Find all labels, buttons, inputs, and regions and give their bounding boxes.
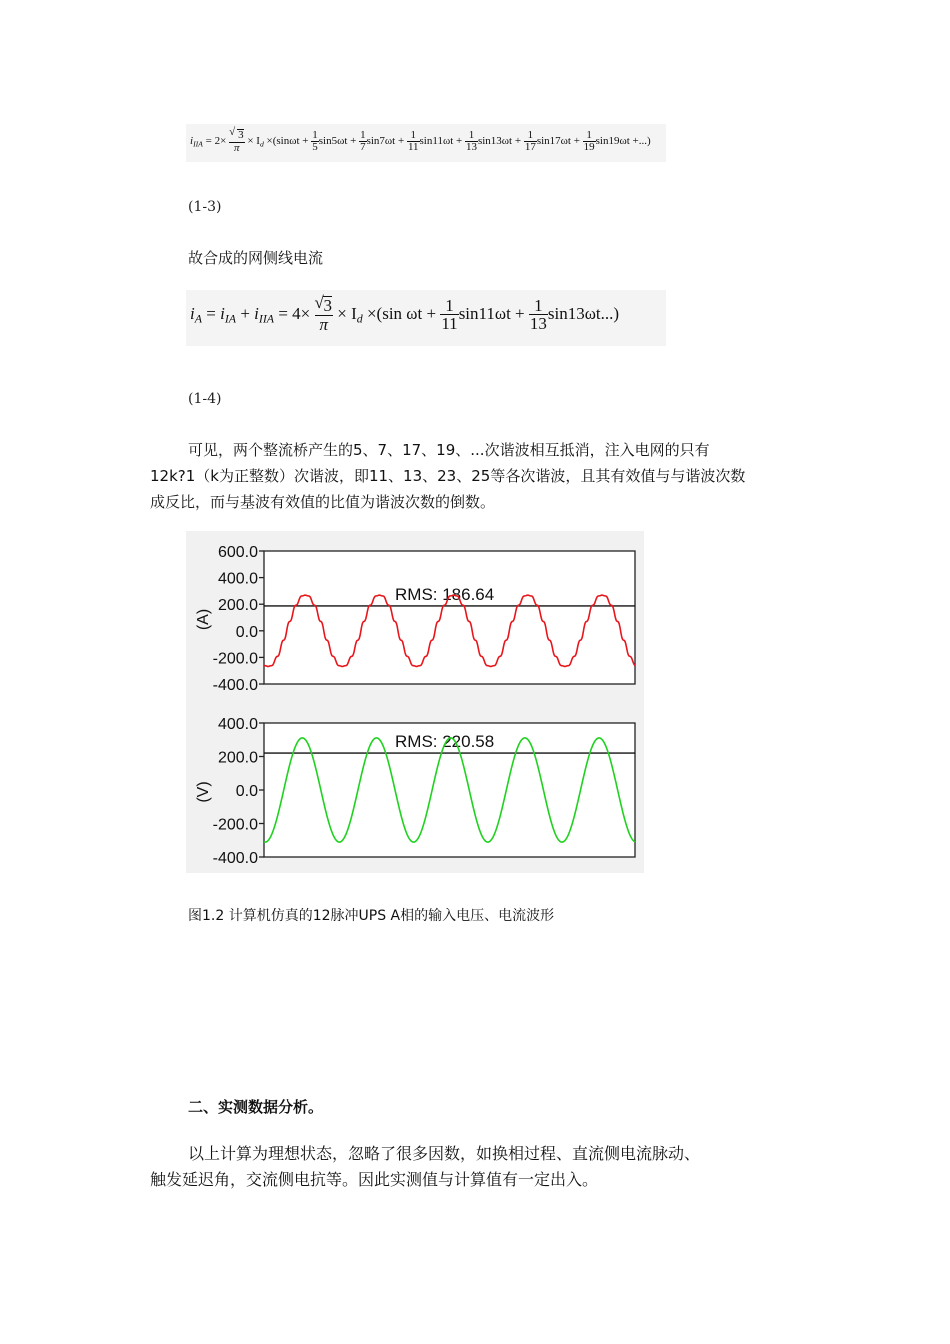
eq1-term-7: sin7ωt +	[366, 135, 405, 148]
rms-label: RMS: 186.64	[395, 584, 495, 604]
equation-2-intro: 故合成的网侧线电流	[188, 249, 324, 267]
eq1-frac-13: $\frac{1}{13}$	[465, 128, 477, 154]
y-tick-label: 0.0	[235, 783, 258, 800]
eq2-series-open: ×(sin ωt +	[366, 303, 437, 323]
figure-caption: 图1.2 计算机仿真的12脉冲UPS A相的输入电压、电流波形	[188, 908, 555, 924]
y-tick-label: 200.0	[217, 597, 258, 615]
equation-1-number: (1-3)	[188, 199, 222, 215]
eq2-term-11: sin11ωt +	[458, 303, 525, 323]
equation-1	[190, 129, 651, 154]
eq1-sqrt3-over-pi	[229, 129, 245, 154]
eq1-lhs-sub: IIA	[193, 139, 203, 149]
eq2-frac-11: $\frac{1}{11}$	[441, 295, 458, 334]
equation-1-image	[186, 124, 666, 162]
eq2-term2-sub: IIA	[258, 311, 275, 326]
y-tick-label: 0.0	[235, 623, 258, 641]
eq1-term-19: sin19ωt +...)	[595, 135, 651, 148]
equation-2-number: (1-4)	[188, 391, 222, 407]
paragraph-2-line-2: 触发延迟角，交流侧电抗等。因此实测值与计算值有一定出入。	[150, 1170, 599, 1189]
eq2-term2: i	[254, 303, 259, 323]
paragraph-measurement	[150, 1141, 820, 1193]
eq2-lhs-sub: A	[194, 311, 202, 326]
waveform-charts-svg	[186, 531, 644, 873]
eq1-frac-17: $\frac{1}{17}$	[524, 128, 536, 154]
y-tick-label: -400.0	[212, 677, 258, 694]
eq2-id: × I	[337, 303, 357, 323]
eq1-coef: = 2×	[205, 135, 227, 148]
eq2-term-13: sin13ωt...)	[547, 303, 620, 323]
eq1-term-13: sin13ωt +	[477, 135, 522, 148]
plot-area	[264, 551, 635, 684]
paragraph-harmonics	[150, 437, 810, 515]
section-heading: 二、实测数据分析。	[188, 1098, 324, 1116]
y-axis-label: (V)	[195, 781, 212, 803]
y-tick-label: -200.0	[212, 650, 258, 668]
eq2-term1-sub: IA	[224, 311, 237, 326]
eq2-frac-13: $\frac{1}{13}$	[529, 295, 547, 334]
eq1-id: × I	[247, 135, 260, 148]
eq2-eq-sign: =	[206, 303, 221, 323]
y-tick-label: 200.0	[217, 749, 258, 767]
eq2-sqrt3-over-pi	[315, 296, 334, 334]
eq2-sqrt-num: √ 3	[323, 296, 333, 315]
rms-label: RMS: 220.58	[395, 732, 495, 752]
eq1-frac-7: $\frac{1}{7}$	[360, 128, 366, 154]
eq1-lhs: i	[190, 135, 194, 148]
eq1-frac-5: $\frac{1}{5}$	[312, 128, 318, 154]
eq1-id-sub: d	[259, 139, 264, 149]
voltage-waveform-chart	[195, 716, 635, 867]
eq1-series-open: ×(sinωt +	[266, 135, 309, 148]
equation-2	[190, 296, 619, 334]
eq1-term-11: sin11ωt +	[419, 135, 463, 148]
eq2-coef: = 4×	[278, 303, 311, 323]
eq1-frac-19: $\frac{1}{19}$	[583, 128, 595, 154]
eq1-sqrt-num: √ 3	[237, 129, 244, 142]
y-tick-label: 400.0	[217, 570, 258, 588]
eq2-plus: +	[240, 303, 255, 323]
eq1-pi: π	[234, 141, 240, 154]
y-tick-label: 600.0	[217, 544, 258, 561]
paragraph-1-line-3: 成反比，而与基波有效值的比值为谐波次数的倒数。	[150, 493, 496, 511]
y-axis-label: (A)	[195, 608, 212, 631]
eq1-frac-11: $\frac{1}{11}$	[407, 128, 419, 154]
y-tick-label: -200.0	[212, 816, 258, 834]
eq2-id-sub: d	[356, 311, 363, 326]
paragraph-2-line-1: 以上计算为理想状态，忽略了很多因数，如换相过程、直流侧电流脉动、	[188, 1144, 701, 1163]
eq2-pi: π	[319, 314, 329, 334]
figure-waveform-charts	[186, 531, 644, 873]
eq1-term-5: sin5ωt +	[318, 135, 357, 148]
eq1-term-17: sin17ωt +	[536, 135, 580, 148]
y-tick-label: 400.0	[217, 716, 258, 733]
equation-2-image	[186, 290, 666, 346]
eq2-term1: i	[220, 303, 225, 323]
paragraph-1-line-1: 可见，两个整流桥产生的5、7、17、19、...次谐波相互抵消，注入电网的只有	[188, 441, 710, 459]
current-waveform-chart	[195, 544, 635, 694]
paragraph-1-line-2: 12k?1（k为正整数）次谐波，即11、13、23、25等各次谐波，且其有效值与与谐波次数	[150, 467, 746, 485]
y-tick-label: -400.0	[212, 850, 258, 867]
eq2-lhs: i	[190, 303, 195, 323]
